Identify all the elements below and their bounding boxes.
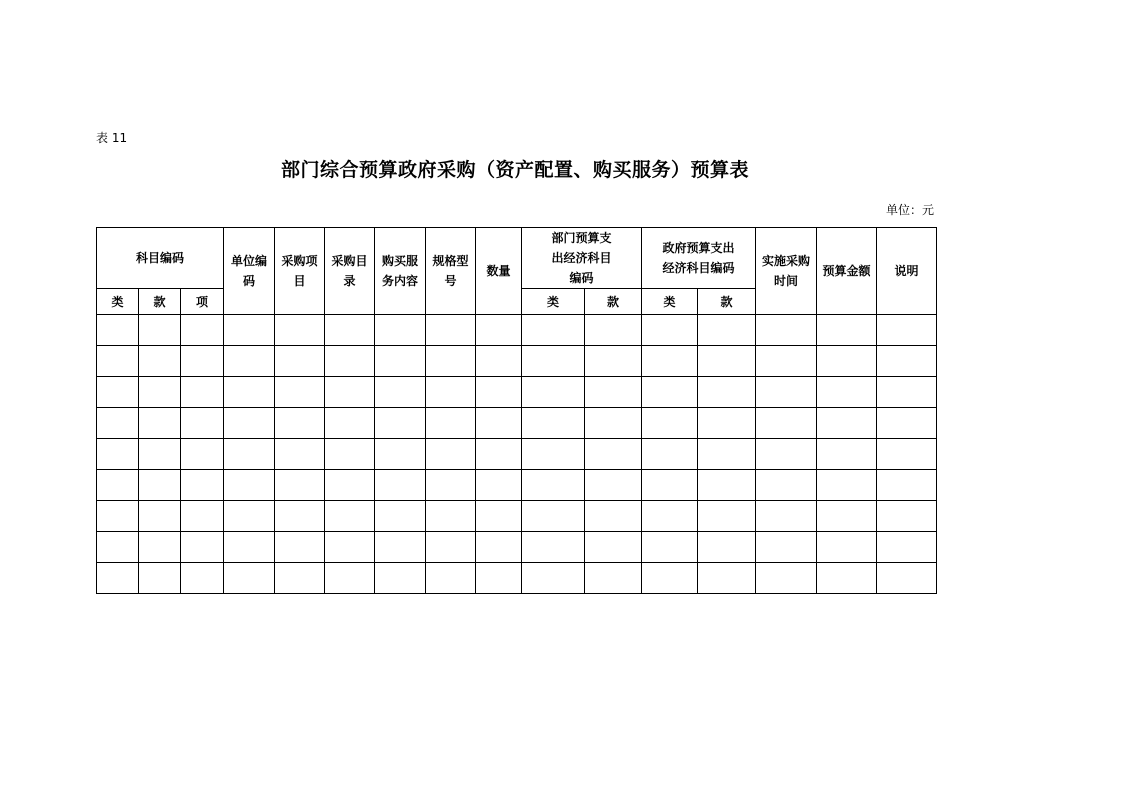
header-quantity: 数量: [476, 228, 522, 315]
table-cell: [642, 563, 698, 594]
header-service-content: [375, 228, 426, 315]
header-gov-class: 类: [642, 289, 698, 315]
table-row: [97, 439, 937, 470]
table-cell: [698, 470, 756, 501]
table-cell: [476, 439, 522, 470]
table-cell: [585, 532, 642, 563]
table-cell: [476, 408, 522, 439]
table-cell: [97, 470, 139, 501]
table-cell: [426, 315, 476, 346]
table-cell: [181, 377, 224, 408]
table-body: [97, 315, 937, 594]
table-cell: [426, 501, 476, 532]
table-cell: [756, 470, 817, 501]
table-cell: [426, 563, 476, 594]
table-row: [97, 377, 937, 408]
table-cell: [325, 346, 375, 377]
table-cell: [522, 346, 585, 377]
table-cell: [522, 501, 585, 532]
table-cell: [476, 501, 522, 532]
table-cell: [585, 408, 642, 439]
table-cell: [585, 377, 642, 408]
table-cell: [817, 377, 877, 408]
table-cell: [756, 439, 817, 470]
header-procurement-time-text: 实施采购时间: [762, 254, 811, 288]
table-row: [97, 501, 937, 532]
header-gov-section: 款: [698, 289, 756, 315]
table-cell: [139, 346, 181, 377]
table-cell: [698, 346, 756, 377]
unit-label: 单位：元: [885, 203, 934, 217]
header-procurement-catalog: [325, 228, 375, 315]
table-cell: [181, 315, 224, 346]
table-cell: [97, 563, 139, 594]
table-cell: [877, 563, 937, 594]
table-cell: [139, 563, 181, 594]
header-subject-code: 科目编码: [97, 228, 224, 289]
table-row: [97, 408, 937, 439]
table-cell: [97, 408, 139, 439]
header-dept-class: 类: [522, 289, 585, 315]
table-cell: [224, 346, 275, 377]
table-row: [97, 315, 937, 346]
table-cell: [97, 532, 139, 563]
table-cell: [522, 377, 585, 408]
table-cell: [325, 439, 375, 470]
table-cell: [698, 315, 756, 346]
table-cell: [522, 532, 585, 563]
table-cell: [426, 439, 476, 470]
table-cell: [139, 532, 181, 563]
table-cell: [224, 439, 275, 470]
table-cell: [585, 563, 642, 594]
table-cell: [139, 377, 181, 408]
table-cell: [698, 563, 756, 594]
table-cell: [325, 408, 375, 439]
table-cell: [877, 315, 937, 346]
table-cell: [698, 532, 756, 563]
header-procurement-project: [275, 228, 325, 315]
table-cell: [275, 346, 325, 377]
table-row: [97, 532, 937, 563]
table-cell: [877, 532, 937, 563]
table-cell: [642, 470, 698, 501]
table-cell: [325, 470, 375, 501]
table-cell: [642, 346, 698, 377]
table-cell: [756, 408, 817, 439]
table-cell: [181, 470, 224, 501]
header-unit-code: [224, 228, 275, 315]
table-cell: [181, 532, 224, 563]
table-cell: [817, 346, 877, 377]
table-cell: [522, 470, 585, 501]
header-unit-code-text: 单位编码: [231, 254, 268, 288]
table-cell: [97, 501, 139, 532]
table-cell: [325, 532, 375, 563]
table-cell: [585, 439, 642, 470]
table-cell: [325, 315, 375, 346]
table-cell: [877, 470, 937, 501]
table-cell: [642, 377, 698, 408]
table-cell: [756, 315, 817, 346]
table-cell: [642, 439, 698, 470]
table-cell: [522, 439, 585, 470]
header-subject-item: 项: [181, 289, 224, 315]
table-cell: [817, 470, 877, 501]
table-cell: [224, 532, 275, 563]
table-cell: [181, 563, 224, 594]
table-cell: [426, 377, 476, 408]
header-procurement-time: [756, 228, 817, 315]
header-dept-econ-code-text: 部门预算支出经济科目编码: [551, 231, 612, 285]
header-remarks: 说明: [877, 228, 937, 315]
table-cell: [224, 563, 275, 594]
table-cell: [476, 563, 522, 594]
table-cell: [642, 532, 698, 563]
table-cell: [224, 377, 275, 408]
header-spec-model-text: 规格型号: [432, 254, 469, 288]
table-cell: [325, 501, 375, 532]
table-cell: [375, 439, 426, 470]
table-cell: [325, 563, 375, 594]
table-cell: [476, 346, 522, 377]
table-cell: [642, 408, 698, 439]
table-cell: [181, 408, 224, 439]
table-cell: [476, 532, 522, 563]
table-cell: [585, 315, 642, 346]
table-cell: [426, 408, 476, 439]
table-cell: [224, 501, 275, 532]
header-procurement-catalog-text: 采购目录: [331, 254, 368, 288]
table-cell: [476, 377, 522, 408]
table-cell: [698, 377, 756, 408]
table-cell: [275, 532, 325, 563]
table-cell: [375, 563, 426, 594]
table-cell: [426, 532, 476, 563]
table-cell: [325, 377, 375, 408]
table-cell: [642, 315, 698, 346]
table-cell: [275, 408, 325, 439]
table-cell: [585, 346, 642, 377]
table-cell: [426, 346, 476, 377]
header-service-content-text: 购买服务内容: [382, 254, 419, 288]
table-cell: [877, 439, 937, 470]
table-cell: [877, 408, 937, 439]
table-cell: [181, 501, 224, 532]
table-cell: [585, 470, 642, 501]
table-cell: [97, 377, 139, 408]
table-cell: [375, 408, 426, 439]
header-spec-model: [426, 228, 476, 315]
table-cell: [877, 501, 937, 532]
table-cell: [522, 315, 585, 346]
procurement-budget-table: [96, 227, 937, 594]
table-cell: [817, 501, 877, 532]
table-cell: [97, 315, 139, 346]
table-number: 表 11: [96, 131, 128, 145]
header-budget-amount: 预算金额: [817, 228, 877, 315]
header-procurement-project-text: 采购项目: [281, 254, 318, 288]
table-cell: [275, 563, 325, 594]
table-cell: [817, 315, 877, 346]
table-cell: [817, 563, 877, 594]
table-cell: [224, 470, 275, 501]
table-cell: [522, 563, 585, 594]
header-gov-econ-code: [642, 228, 756, 289]
table-cell: [139, 470, 181, 501]
document-title: 部门综合预算政府采购（资产配置、购买服务）预算表: [280, 159, 749, 181]
table-cell: [756, 532, 817, 563]
table-cell: [375, 501, 426, 532]
table-cell: [181, 346, 224, 377]
table-cell: [877, 346, 937, 377]
table-row: [97, 470, 937, 501]
table-cell: [756, 501, 817, 532]
table-cell: [97, 346, 139, 377]
table-cell: [756, 563, 817, 594]
table-cell: [585, 501, 642, 532]
table-cell: [139, 315, 181, 346]
table-cell: [375, 377, 426, 408]
table-cell: [698, 439, 756, 470]
table-cell: [139, 501, 181, 532]
table-cell: [275, 315, 325, 346]
header-dept-econ-code: [522, 228, 642, 289]
table-cell: [522, 408, 585, 439]
table-cell: [476, 315, 522, 346]
header-dept-section: 款: [585, 289, 642, 315]
table-cell: [139, 439, 181, 470]
table-cell: [375, 315, 426, 346]
table-cell: [375, 470, 426, 501]
table-cell: [476, 470, 522, 501]
table-cell: [756, 377, 817, 408]
table-cell: [275, 470, 325, 501]
table-cell: [139, 408, 181, 439]
table-cell: [877, 377, 937, 408]
table-cell: [698, 408, 756, 439]
table-cell: [224, 315, 275, 346]
table-cell: [756, 346, 817, 377]
table-cell: [275, 377, 325, 408]
table-row: [97, 563, 937, 594]
table-cell: [817, 439, 877, 470]
table-cell: [97, 439, 139, 470]
table-cell: [426, 470, 476, 501]
table-cell: [181, 439, 224, 470]
table-cell: [275, 501, 325, 532]
table-cell: [817, 532, 877, 563]
header-subject-class: 类: [97, 289, 139, 315]
table-cell: [375, 532, 426, 563]
table-cell: [224, 408, 275, 439]
header-gov-econ-code-text: 政府预算支出经济科目编码: [662, 241, 735, 275]
table-cell: [275, 439, 325, 470]
table-cell: [817, 408, 877, 439]
table-row: [97, 346, 937, 377]
table-cell: [375, 346, 426, 377]
table-cell: [698, 501, 756, 532]
header-subject-section: 款: [139, 289, 181, 315]
table-cell: [642, 501, 698, 532]
